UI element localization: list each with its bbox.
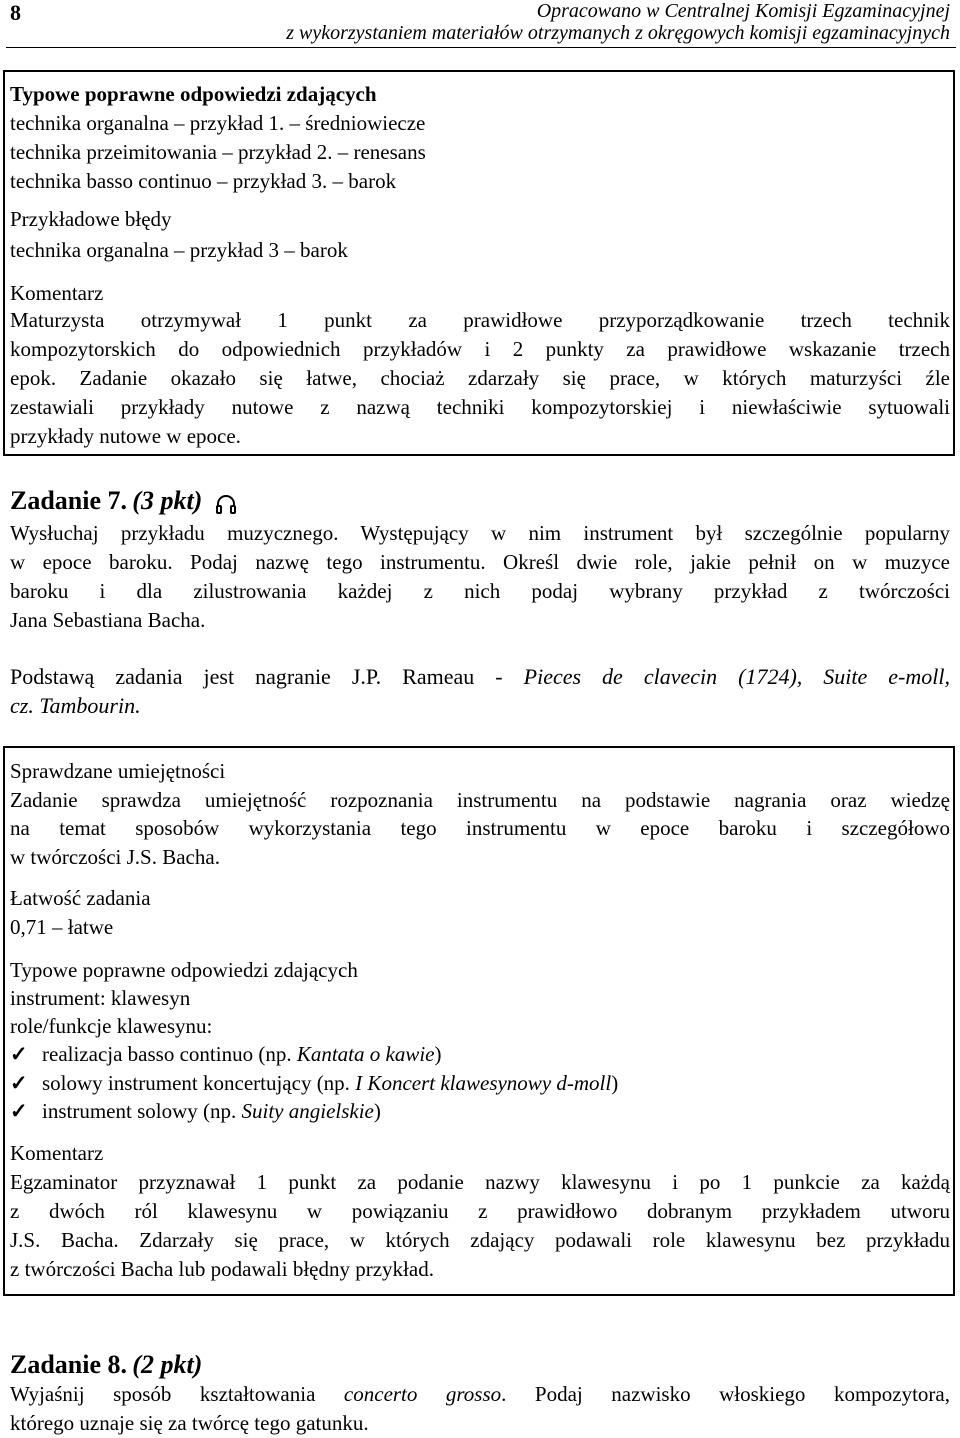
answers-heading: Typowe poprawne odpowiedzi zdających xyxy=(10,82,377,106)
task8-title: Zadanie 8. xyxy=(10,1350,128,1379)
comment-line: przykłady nutowe w epoce. xyxy=(10,424,241,448)
checkmark-icon: ✓ xyxy=(10,1099,28,1123)
task7-instruction: Wysłuchaj przykładu muzycznego. Występujący w nim instrument był szczególnie popularny xyxy=(10,521,950,545)
answers-heading: Typowe poprawne odpowiedzi zdających xyxy=(10,958,358,982)
task7-basis xyxy=(10,662,950,691)
task8-instruction: Wyjaśnij sposób kształtowania concerto grosso. Podaj nazwisko włoskiego kompozytora, xyxy=(10,1382,950,1406)
comment-line: Maturzysta otrzymywał 1 punkt za prawidłowe przyporządkowanie trzech technik xyxy=(10,308,950,332)
basis-italic: Pieces de clavecin (1724), Suite e-moll, xyxy=(523,664,950,689)
comment-line: Egzaminator przyznawał 1 punkt za podanie nazwy klawesynu i po 1 punkcie za każdą xyxy=(10,1170,950,1194)
headphones-icon xyxy=(214,490,238,514)
comment-line: J.S. Bacha. Zdarzały się prace, w których zdający podawali role klawesynu bez przykładu xyxy=(10,1228,950,1252)
comment-line: zestawiali przykłady nutowe z nazwą techniki kompozytorskiej i niewłaściwie sytuowali xyxy=(10,395,950,419)
role-item: ✓ instrument solowy (np. Suity angielskie) xyxy=(10,1097,381,1126)
basis-text: Podstawą zadania jest nagranie J.P. Rameau - xyxy=(10,664,524,689)
page-number: 8 xyxy=(10,0,21,25)
task8-heading xyxy=(10,1348,202,1383)
skills-line: na temat sposobów wykorzystania tego instrumentu w epoce baroku i szczegółowo xyxy=(10,816,950,840)
comment-heading: Komentarz xyxy=(10,1141,104,1165)
answer-line: technika basso continuo – przykład 3. – barok xyxy=(10,169,397,193)
header-rule xyxy=(6,47,956,48)
instrument-answer: instrument: klawesyn xyxy=(10,986,191,1010)
answer-line: technika organalna – przykład 1. – średniowiecze xyxy=(10,111,426,135)
skills-line: w twórczości J.S. Bacha. xyxy=(10,845,220,869)
comment-heading: Komentarz xyxy=(10,281,104,305)
checkmark-icon: ✓ xyxy=(10,1071,28,1095)
header-line-2: z wykorzystaniem materiałów otrzymanych z okręgowych komisji egzaminacyjnych xyxy=(286,22,950,44)
comment-line: kompozytorskich do odpowiednich przykładów i 2 punkty za prawidłowe wskazanie trzech xyxy=(10,337,950,361)
checkmark-icon: ✓ xyxy=(10,1042,28,1066)
difficulty-heading: Łatwość zadania xyxy=(10,886,151,910)
task7-instruction: baroku i dla zilustrowania każdej z nich podaj wybrany przykład z twórczości xyxy=(10,579,950,603)
difficulty-value: 0,71 – łatwe xyxy=(10,915,114,939)
page-header xyxy=(10,0,950,46)
header-line-1: Opracowano w Centralnej Komisji Egzaminacyjnej xyxy=(536,0,950,22)
roles-label: role/funkcje klawesynu: xyxy=(10,1014,213,1038)
answer-line: technika przeimitowania – przykład 2. – renesans xyxy=(10,140,426,164)
comment-line: epok. Zadanie okazało się łatwe, chociaż zdarzały się prace, w których maturzyści źle xyxy=(10,366,950,390)
task7-title: Zadanie 7. xyxy=(10,486,128,515)
task7-points: (3 pkt) xyxy=(132,486,203,515)
role-item: ✓ solowy instrument koncertujący (np. I Koncert klawesynowy d-moll) xyxy=(10,1069,618,1098)
task8-instruction: którego uznaje się za twórcę tego gatunku. xyxy=(10,1411,369,1435)
error-line: technika organalna – przykład 3 – barok xyxy=(10,238,348,262)
skills-line: Zadanie sprawdza umiejętność rozpoznania instrumentu na podstawie nagrania oraz wiedzę xyxy=(10,788,950,812)
role-item: ✓ realizacja basso continuo (np. Kantata o kawie) xyxy=(10,1040,442,1069)
task7-instruction: w epoce baroku. Podaj nazwę tego instrumentu. Określ dwie role, jakie pełnił on w muzyce xyxy=(10,550,950,574)
errors-heading: Przykładowe błędy xyxy=(10,207,172,231)
skills-heading: Sprawdzane umiejętności xyxy=(10,759,226,783)
comment-line: z twórczości Bacha lub podawali błędny przykład. xyxy=(10,1257,434,1281)
task7-instruction: Jana Sebastiana Bacha. xyxy=(10,608,206,632)
task7-basis-line2: cz. Tambourin. xyxy=(10,693,141,718)
task8-points: (2 pkt) xyxy=(132,1350,203,1379)
comment-line: z dwóch ról klawesynu w powiązaniu z prawidłowo dobranym przykładem utworu xyxy=(10,1199,950,1223)
task7-heading xyxy=(10,484,238,519)
